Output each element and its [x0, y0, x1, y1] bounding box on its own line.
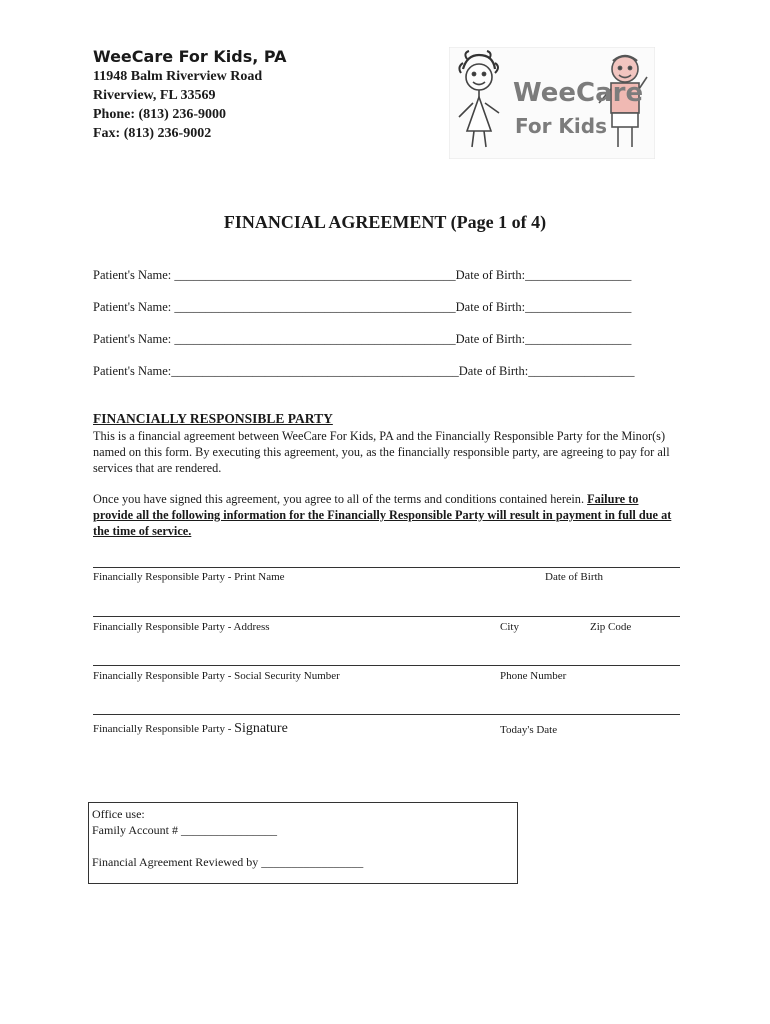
signature-word: Signature — [234, 721, 288, 736]
dob-label: Date of Birth — [545, 571, 604, 583]
patient-name-field[interactable]: Patient's Name: _____________________________________________ — [93, 268, 456, 282]
office-use-box — [88, 802, 518, 884]
weecare-logo — [449, 47, 655, 159]
fax-number: Fax: (813) 236-9002 — [93, 126, 212, 141]
logo-line-2: For Kids — [515, 114, 607, 138]
patient-name-field[interactable]: Patient's Name: _____________________________________________ — [93, 332, 456, 346]
patient-row[interactable] — [93, 300, 631, 315]
print-name-label: Financially Responsible Party - Print Name — [93, 571, 285, 583]
agreement-paragraph: This is a financial agreement between WeeCare For Kids, PA and the Financially Responsible Party for the Minor(s) named on this form. By executing this agreement, you, as the financially responsible party, are agreeing to pay for all services that are rendered. — [93, 429, 670, 475]
logo-line-1: WeeCare — [513, 78, 644, 108]
address-label: Financially Responsible Party - Address — [93, 621, 270, 633]
reviewed-by-field[interactable]: Financial Agreement Reviewed by _________________ — [92, 855, 364, 869]
city-label: City — [500, 621, 519, 633]
patient-dob-field[interactable]: Date of Birth:_________________ — [455, 268, 632, 282]
clinic-name: WeeCare For Kids, PA — [93, 47, 287, 66]
patient-dob-field[interactable]: Date of Birth:_________________ — [458, 364, 635, 378]
todays-date-label: Today's Date — [500, 724, 558, 736]
patient-dob-field[interactable]: Date of Birth:_________________ — [455, 332, 632, 346]
phone-number: Phone: (813) 236-9000 — [93, 107, 226, 122]
zip-label: Zip Code — [590, 621, 632, 633]
terms-warning: Failure to provide all the following information for the Financially Responsible Party will result in payment in full due at the time of service. — [93, 492, 672, 538]
patient-row[interactable] — [93, 268, 631, 283]
office-use-heading: Office use: — [92, 807, 145, 821]
address-line-1: 11948 Balm Riverview Road — [93, 69, 263, 84]
address-line-2: Riverview, FL 33569 — [93, 88, 216, 103]
print-name-line[interactable] — [93, 567, 680, 568]
signature-line[interactable] — [93, 714, 680, 715]
page-title: FINANCIAL AGREEMENT (Page 1 of 4) — [223, 212, 547, 232]
patient-row[interactable] — [93, 364, 634, 379]
address-line[interactable] — [93, 616, 680, 617]
signature-prefix: Financially Responsible Party - — [93, 723, 235, 735]
patient-row[interactable] — [93, 332, 631, 347]
ssn-line[interactable] — [93, 665, 680, 666]
patient-name-field[interactable]: Patient's Name: _____________________________________________ — [93, 300, 456, 314]
terms-paragraph — [93, 491, 673, 539]
patient-dob-field[interactable]: Date of Birth:_________________ — [455, 300, 632, 314]
patient-name-field[interactable]: Patient's Name:______________________________________________ — [93, 364, 459, 378]
phone-label: Phone Number — [500, 670, 567, 682]
family-account-field[interactable]: Family Account # ________________ — [92, 823, 277, 837]
signature-label — [93, 721, 288, 737]
terms-text: Once you have signed this agreement, you agree to all of the terms and conditions contained herein. — [93, 492, 588, 506]
ssn-label: Financially Responsible Party - Social Security Number — [93, 670, 340, 682]
section-heading: FINANCIALLY RESPONSIBLE PARTY — [93, 411, 333, 426]
